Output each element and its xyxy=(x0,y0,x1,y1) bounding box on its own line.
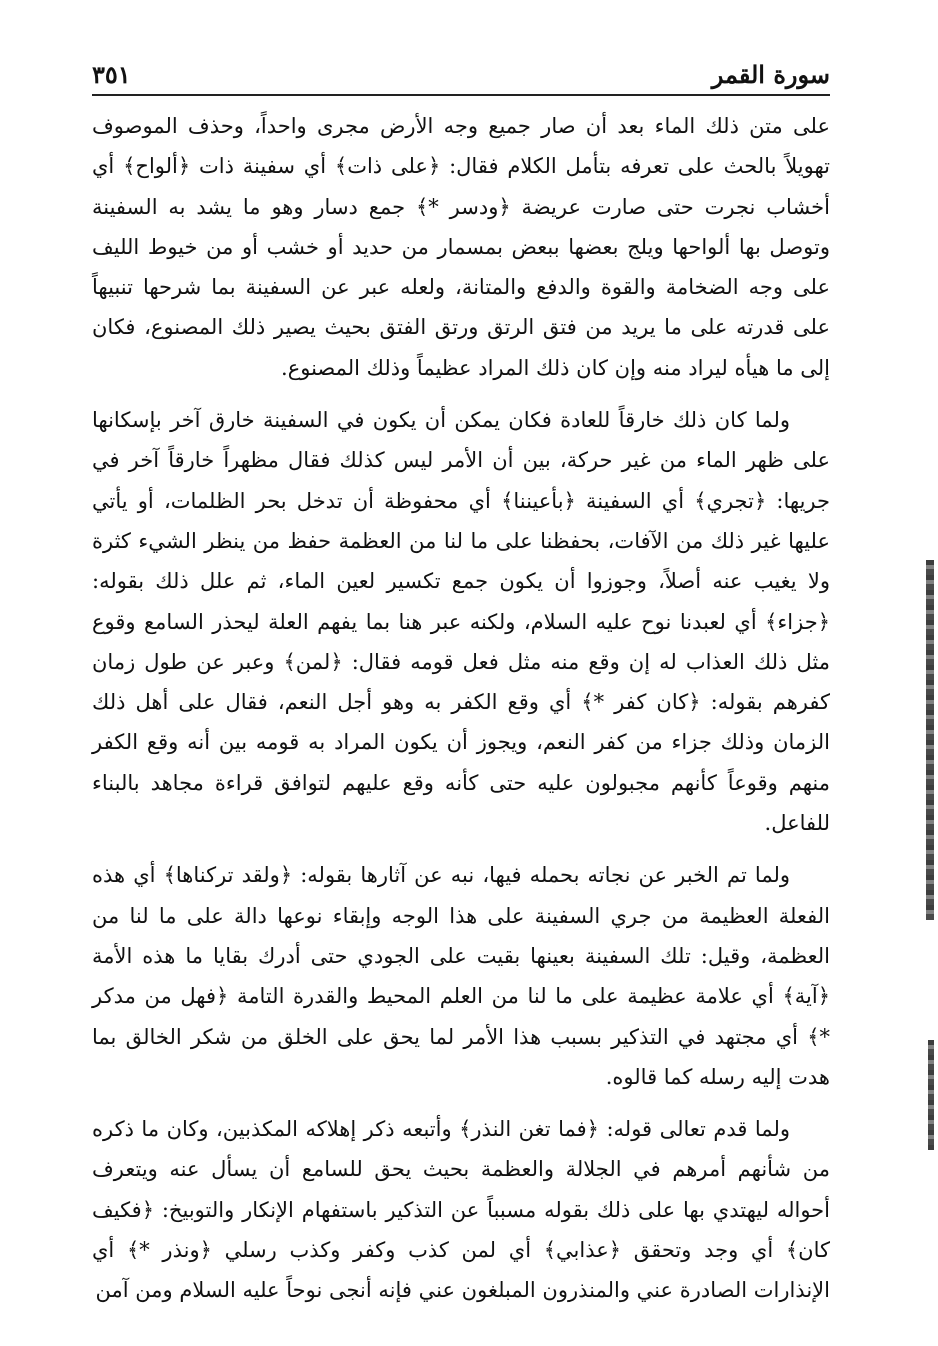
header-divider xyxy=(92,94,830,96)
paragraph: ولما قدم تعالى قوله: ﴿فما تغن النذر﴾ وأتبعه ذكر إهلاكه المكذبين، وكان ما ذكره من شأنهم أمرهم في الجلالة والعظمة بحيث يحق للسامع أن يسأل عنه ويتعرف أحواله ليهتدي بها على ذلك بقوله مسبباً عن التذكير باستفهام الإنكار والتوبيخ: ﴿فكيف كان﴾ أي وجد وتحقق ﴿عذابي﴾ أي لمن كذب وكفر وكذب رسلي ﴿ونذر *﴾ أي الإنذارات الصادرة عني والمنذرون المبلغون عني فإنه أنجى نوحاً عليه السلام ومن آمن xyxy=(92,1117,830,1303)
paragraph: ولما كان ذلك خارقاً للعادة فكان يمكن أن يكون في السفينة خارق آخر بإسكانها على ظهر الماء من غير حركة، بين أن الأمر ليس كذلك فقال مظهراً خارقاً آخر في جريها: ﴿تجري﴾ أي السفينة ﴿بأعيننا﴾ أي محفوظة أن تدخل بحر الظلمات، أو يأتي عليها غير ذلك من الآفات، بحفظنا على ما لنا من العظمة حفظ من ينظر الشيء كثرة ولا يغيب عنه أصلاً، وجوزوا أن يكون جمع تكسير لعين الماء، ثم علل ذلك بقوله: ﴿جزاء﴾ أي لعبدنا نوح عليه السلام، ولكنه عبر هنا بما يفهم العلة ليحذر السامع وقوع مثل ذلك العذاب له إن وقع منه مثل فعل قومه فقال: ﴿لمن﴾ وعبر عن طول زمان كفرهم بقوله: ﴿كان كفر *﴾ أي وقع الكفر به وهو أجل النعم، فقال على أهل ذلك الزمان وذلك جزاء من كفر النعم، ويجوز أن يكون المراد به قومه بين أنه وقع الكفر منهم وقوعاً كأنهم مجبولون عليه حتى كأنه وقع عليهم لتوافق قراءة مجاهد بالبناء للفاعل. xyxy=(92,408,830,836)
page-number: ٣٥١ xyxy=(92,60,131,89)
scan-edge-shadow xyxy=(928,1040,934,1150)
paragraph: على متن ذلك الماء بعد أن صار جميع وجه الأرض مجرى واحداً، وحذف الموصوف تهويلاً بالحث على تعرفه بتأمل الكلام فقال: ﴿على ذات﴾ أي سفينة ذات ﴿ألواح﴾ أي أخشاب نجرت حتى صارت عريضة ﴿ودسر *﴾ جمع دسار وهو ما يشد به السفينة وتوصل بها ألواحها ويلج بعضها ببعض بمسمار من حديد أو خشب أو من خيوط الليف على وجه الضخامة والقوة والدفع والمتانة، ولعله عبر عن السفينة بما شرحها تنبيهاً على قدرته على ما يريد من فتق الرتق ورتق الفتق بحيث يصير ذلك المصنوع، فكان إلى ما هيأه ليراد منه وإن كان ذلك المراد عظيماً وذلك المصنوع. xyxy=(92,114,830,380)
running-header xyxy=(92,58,830,94)
surah-title: سورة القمر xyxy=(711,60,830,89)
scan-edge-shadow xyxy=(926,560,934,920)
paragraph: ولما تم الخبر عن نجاته بحمله فيها، نبه عن آثارها بقوله: ﴿ولقد تركناها﴾ أي هذه الفعلة العظيمة من جري السفينة على هذا الوجه وإبقاء نوعها دالة على ما لنا من العظمة، وقيل: تلك السفينة بعينها بقيت على الجودي حتى أدرك بقايا ما هذه الأمة ﴿آية﴾ أي علامة عظيمة على ما لنا من العلم المحيط والقدرة التامة ﴿فهل من مدكر *﴾ أي مجتهد في التذكير بسبب هذا الأمر لما يحق على الخلق من شكر الخالق بما هدت إليه رسله كما قالوه. xyxy=(92,863,830,1089)
main-text xyxy=(92,106,830,1311)
